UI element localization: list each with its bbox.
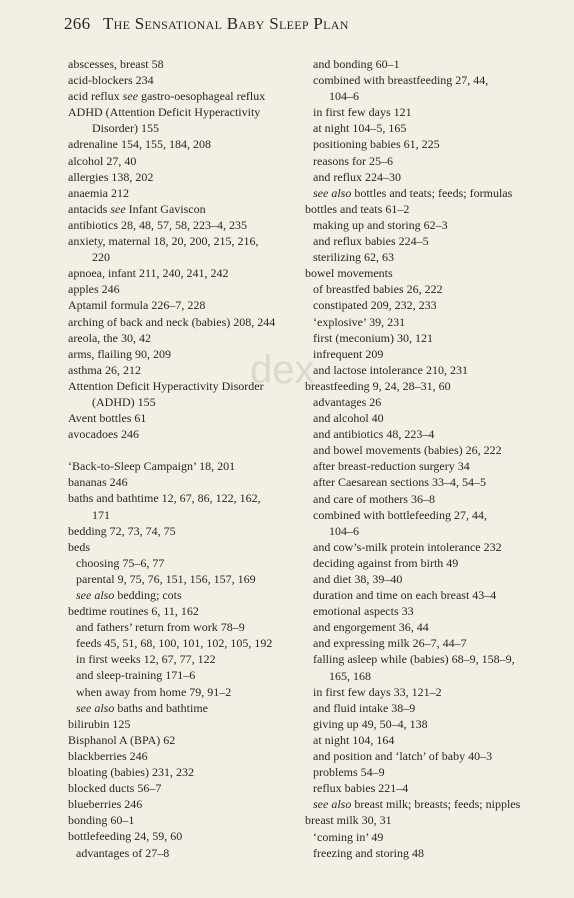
index-entry [305,539,555,555]
index-entry [305,314,555,330]
index-watermark: dex [250,348,315,392]
index-entry [305,651,555,667]
entry-text: bottles and teats 61–2 [305,201,410,216]
entry-text: feeds 45, 51, 68, 100, 101, 102, 105, 192 [76,636,273,651]
entry-text: choosing 75–6, 77 [76,555,165,570]
entry-text: and lactose intolerance 210, 231 [313,362,468,377]
index-entry [305,458,555,474]
index-entry [68,555,300,571]
index-entry [68,330,300,346]
index-entry [305,233,555,249]
index-entry [305,56,555,72]
entry-text: positioning babies 61, 225 [313,137,440,152]
entry-text: adrenaline 154, 155, 184, 208 [68,137,211,152]
index-entry [68,490,300,506]
entry-text: apnoea, infant 211, 240, 241, 242 [68,266,229,281]
entry-text: and fathers’ return from work 78–9 [76,620,245,635]
index-entry [68,120,300,136]
index-entry [68,88,300,104]
entry-text: Avent bottles 61 [68,411,147,426]
entry-text: baths and bathtime 12, 67, 86, 122, 162, [68,491,261,506]
index-entry [68,748,300,764]
book-title: The Sensational Baby Sleep Plan [102,14,349,33]
entry-text: making up and storing 62–3 [313,217,448,232]
index-entry [305,748,555,764]
index-entry [305,249,555,265]
entry-text: ‘Back-to-Sleep Campaign’ 18, 201 [68,459,236,474]
index-entry [305,603,555,619]
index-entry [68,185,300,201]
entry-text: and reflux 224–30 [313,169,401,184]
entry-text: bedding 72, 73, 74, 75 [68,523,176,538]
index-entry [68,571,300,587]
index-entry [68,700,300,716]
index-entry [68,764,300,780]
entry-text: in first few days 33, 121–2 [313,684,442,699]
index-entry [68,281,300,297]
entry-text: Attention Deficit Hyperactivity Disorder [68,378,264,393]
index-entry [68,845,300,861]
entry-text: duration and time on each breast 43–4 [313,588,497,603]
entry-text: 104–6 [329,523,359,538]
entry-text: and reflux babies 224–5 [313,234,429,249]
index-entry [68,507,300,523]
index-entry [305,764,555,780]
entry-text: sterilizing 62, 63 [313,250,394,265]
cross-reference-target: bottles and teats; feeds; formulas [351,185,513,200]
entry-text: falling asleep while (babies) 68–9, 158–9, [313,652,515,667]
index-entry [305,474,555,490]
entry-text: blackberries 246 [68,748,148,763]
index-entry [305,619,555,635]
entry-text: bottlefeeding 24, 59, 60 [68,829,183,844]
cross-reference-target: bedding; cots [114,588,182,602]
index-entry [68,249,300,265]
index-entry [305,716,555,732]
entry-text: abscesses, breast 58 [68,57,164,71]
entry-text: in first few days 121 [313,105,412,120]
index-entry [68,169,300,185]
index-entry [68,314,300,330]
index-entry [305,201,555,217]
index-entry [68,104,300,120]
index-entry [68,587,300,603]
see-reference: see also [76,588,115,602]
letter-gap [68,442,300,458]
entry-text: bonding 60–1 [68,813,135,828]
entry-text: giving up 49, 50–4, 138 [313,716,428,731]
index-entry [68,265,300,281]
index-column-left [68,56,300,861]
index-entry [68,796,300,812]
entry-text: Bisphanol A (BPA) 62 [68,732,176,747]
index-entry [68,684,300,700]
index-entry [305,88,555,104]
index-entry [305,587,555,603]
entry-text: problems 54–9 [313,765,385,780]
index-entry [305,796,555,812]
index-entry [68,72,300,88]
entry-text: at night 104, 164 [313,732,395,747]
index-entry [68,812,300,828]
index-entry [68,201,300,217]
index-entry [68,426,300,442]
entry-text: and bowel movements (babies) 26, 222 [313,443,502,458]
entry-text: freezing and storing 48 [313,845,424,860]
entry-text: and fluid intake 38–9 [313,700,416,715]
entry-text: bilirubin 125 [68,716,131,731]
entry-text: when away from home 79, 91–2 [76,684,232,699]
entry-text: and position and ‘latch’ of baby 40–3 [313,749,493,764]
index-entry [305,72,555,88]
index-entry [68,153,300,169]
index-entry [305,136,555,152]
index-entry [305,346,555,362]
entry-text: and cow’s-milk protein intolerance 232 [313,539,502,554]
entry-text: advantages of 27–8 [76,845,170,860]
index-column-right [305,56,555,861]
index-entry [305,153,555,169]
index-entry [305,491,555,507]
entry-text: acid-blockers 234 [68,73,154,88]
index-entry [305,845,555,861]
index-entry [305,571,555,587]
entry-text: 165, 168 [329,668,371,683]
index-entry [68,474,300,490]
entry-text: in first weeks 12, 67, 77, 122 [76,652,216,667]
entry-text: after breast-reduction surgery 34 [313,459,470,474]
entry-text: antacids [68,201,111,216]
see-reference: see [110,201,126,216]
entry-text: after Caesarean sections 33–4, 54–5 [313,475,486,490]
entry-text: and bonding 60–1 [313,57,400,71]
entry-text: bloating (babies) 231, 232 [68,765,194,780]
entry-text: bedtime routines 6, 11, 162 [68,604,199,619]
entry-text: beds [68,539,90,554]
index-entry [305,555,555,571]
entry-text: acid reflux [68,89,123,104]
entry-text: and sleep-training 171–6 [76,668,196,683]
index-entry [68,651,300,667]
index-entry [305,120,555,136]
index-entry [68,523,300,539]
entry-text: combined with breastfeeding 27, 44, [313,73,489,88]
entry-text: and antibiotics 48, 223–4 [313,427,435,442]
entry-text: Disorder) 155 [92,121,159,136]
entry-text: of breastfed babies 26, 222 [313,282,443,297]
index-entry [305,265,555,281]
entry-text: allergies 138, 202 [68,169,154,184]
index-entry [305,426,555,442]
index-entry [68,136,300,152]
entry-text: parental 9, 75, 76, 151, 156, 157, 169 [76,571,256,586]
entry-text: blocked ducts 56–7 [68,781,162,796]
index-entry [68,716,300,732]
index-entry [68,217,300,233]
entry-text: Aptamil formula 226–7, 228 [68,298,206,313]
entry-text: combined with bottlefeeding 27, 44, [313,507,487,522]
entry-text: first (meconium) 30, 121 [313,330,433,345]
entry-text: and engorgement 36, 44 [313,620,429,635]
entry-text: apples 246 [68,282,120,297]
entry-text: and care of mothers 36–8 [313,491,435,506]
entry-text: blueberries 246 [68,797,143,812]
index-entry [68,378,300,394]
index-entry [68,458,300,474]
see-reference: see also [76,700,115,715]
cross-reference-target: baths and bathtime [114,700,208,715]
entry-text: anaemia 212 [68,185,129,200]
index-entry [68,394,300,410]
index-entry [305,378,555,394]
page-header [64,14,349,34]
entry-text: bananas 246 [68,475,128,490]
see-reference: see also [313,185,352,200]
index-entry [305,780,555,796]
index-entry [68,732,300,748]
entry-text: breastfeeding 9, 24, 28–31, 60 [305,378,451,393]
index-entry [305,362,555,378]
index-entry [305,185,555,201]
entry-text: and expressing milk 26–7, 44–7 [313,636,467,651]
entry-text: bowel movements [305,266,393,281]
entry-text: 220 [92,250,110,265]
entry-text: reflux babies 221–4 [313,781,409,796]
cross-reference-target: gastro-oesophageal reflux [137,89,266,104]
entry-text: alcohol 27, 40 [68,153,137,168]
index-entry [305,523,555,539]
index-entry [305,330,555,346]
index-entry [305,410,555,426]
index-entry [305,684,555,700]
index-entry [305,169,555,185]
entry-text: 171 [92,507,110,522]
entry-text: anxiety, maternal 18, 20, 200, 215, 216, [68,234,259,249]
index-entry [305,635,555,651]
entry-text: and alcohol 40 [313,411,384,426]
entry-text: at night 104–5, 165 [313,121,407,136]
index-entry [305,281,555,297]
index-entry [305,732,555,748]
entry-text: arching of back and neck (babies) 208, 244 [68,314,276,329]
entry-text: (ADHD) 155 [92,394,156,409]
entry-text: ‘coming in’ 49 [313,829,384,844]
entry-text: breast milk 30, 31 [305,813,392,828]
entry-text: advantages 26 [313,394,382,409]
entry-text: reasons for 25–6 [313,153,393,168]
entry-text: 104–6 [329,89,359,104]
index-entry [305,507,555,523]
index-entry [305,394,555,410]
index-entry [305,104,555,120]
index-entry [305,442,555,458]
entry-text: infrequent 209 [313,346,384,361]
entry-text: antibiotics 28, 48, 57, 58, 223–4, 235 [68,217,247,232]
cross-reference-target: breast milk; breasts; feeds; nipples [351,797,521,812]
index-entry [68,346,300,362]
entry-text: avocadoes 246 [68,427,139,442]
index-entry [68,619,300,635]
index-entry [305,297,555,313]
index-entry [68,603,300,619]
index-entry [68,297,300,313]
index-entry [305,700,555,716]
index-entry [305,217,555,233]
entry-text: ADHD (Attention Deficit Hyperactivity [68,105,261,120]
index-entry [305,812,555,828]
index-entry [68,362,300,378]
entry-text: deciding against from birth 49 [313,555,459,570]
entry-text: areola, the 30, 42 [68,330,151,345]
entry-text: constipated 209, 232, 233 [313,298,437,313]
page-number: 266 [64,14,91,33]
index-entry [68,635,300,651]
see-reference: see [122,89,138,104]
index-entry [305,829,555,845]
index-entry [68,233,300,249]
entry-text: ‘explosive’ 39, 231 [313,314,406,329]
see-reference: see also [313,797,352,812]
index-entry [68,828,300,844]
cross-reference-target: Infant Gaviscon [125,201,206,216]
index-entry [68,539,300,555]
index-entry [68,780,300,796]
index-entry [305,668,555,684]
index-entry [68,56,300,72]
entry-text: and diet 38, 39–40 [313,572,403,586]
entry-text: asthma 26, 212 [68,362,141,377]
index-entry [68,667,300,683]
index-entry [68,410,300,426]
entry-text: arms, flailing 90, 209 [68,346,171,361]
entry-text: emotional aspects 33 [313,604,414,619]
